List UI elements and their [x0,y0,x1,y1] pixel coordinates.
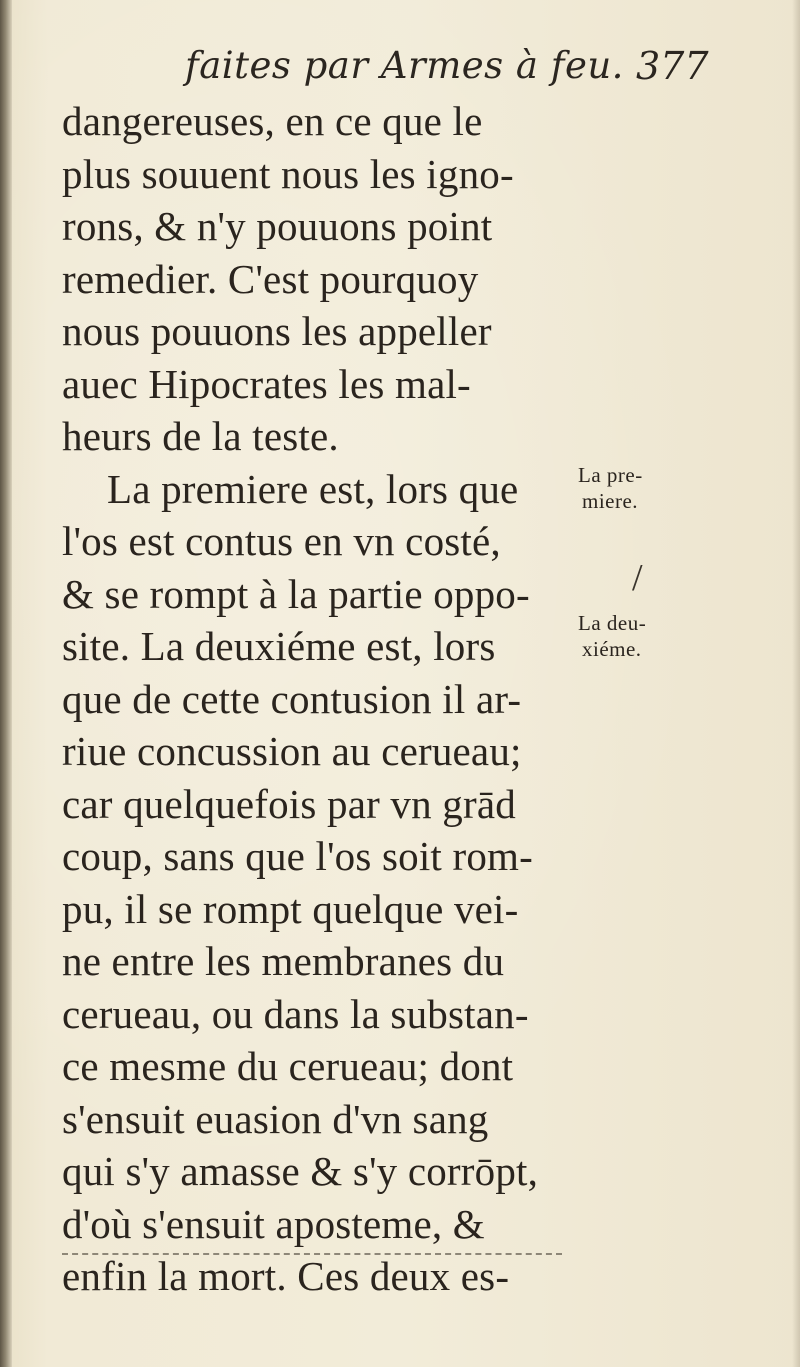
text-line: enfin la mort. Ces deux es- [62,1253,510,1299]
text-line: heurs de la teste. [62,413,339,459]
running-head: faites par Armes à feu. [185,44,624,87]
page-number: 377 [636,44,709,88]
text-line: site. La deuxiéme est, lors [62,623,496,669]
handwritten-slash-mark: / [632,557,643,599]
text-line: car quelquefois par vn grād [62,780,516,827]
text-line: d'où s'ensuit aposteme, & [62,1200,485,1247]
text-line: & se rompt à la partie oppo- [62,570,530,617]
text-line: dangereuses, en ce que le [62,98,483,144]
text-line: ne entre les membranes du [62,938,505,984]
margin-note-deuxieme [578,610,646,662]
bottom-dashed-rule [62,1253,562,1255]
text-line: coup, sans que l'os soit rom- [62,833,533,879]
text-line: rons, & n'y pouuons point [62,203,493,249]
text-line: nous pouuons les appeller [62,308,492,354]
page-edge-shadow [792,0,800,1367]
book-gutter [0,0,12,1367]
text-line: l'os est contus en vn costé, [62,518,501,564]
text-line: plus souuent nous les igno- [62,150,514,197]
text-line: ce mesme du cerueau; dont [62,1043,514,1089]
text-line: qui s'y amasse & s'y corrōpt, [62,1148,539,1194]
text-line: auec Hipocrates les mal- [62,360,471,407]
text-line: que de cette contusion il ar- [62,675,522,722]
text-line: remedier. C'est pourquoy [62,255,479,302]
body-text [62,95,582,1303]
margin-note-line: miere. [582,489,639,513]
text-line: riue concussion au cerueau; [62,728,522,774]
text-line: pu, il se rompt quelque vei- [62,885,519,932]
text-line: cerueau, ou dans la substan- [62,990,529,1037]
text-line: s'ensuit euasion d'vn sang [62,1095,489,1142]
margin-note-premiere [578,462,643,514]
paragraph-start-line: La premiere est, lors que [107,465,519,512]
margin-note-line: xiéme. [582,637,642,661]
margin-note-line: La pre- [578,463,643,487]
page-header [0,40,800,100]
margin-note-line: La deu- [578,611,647,635]
